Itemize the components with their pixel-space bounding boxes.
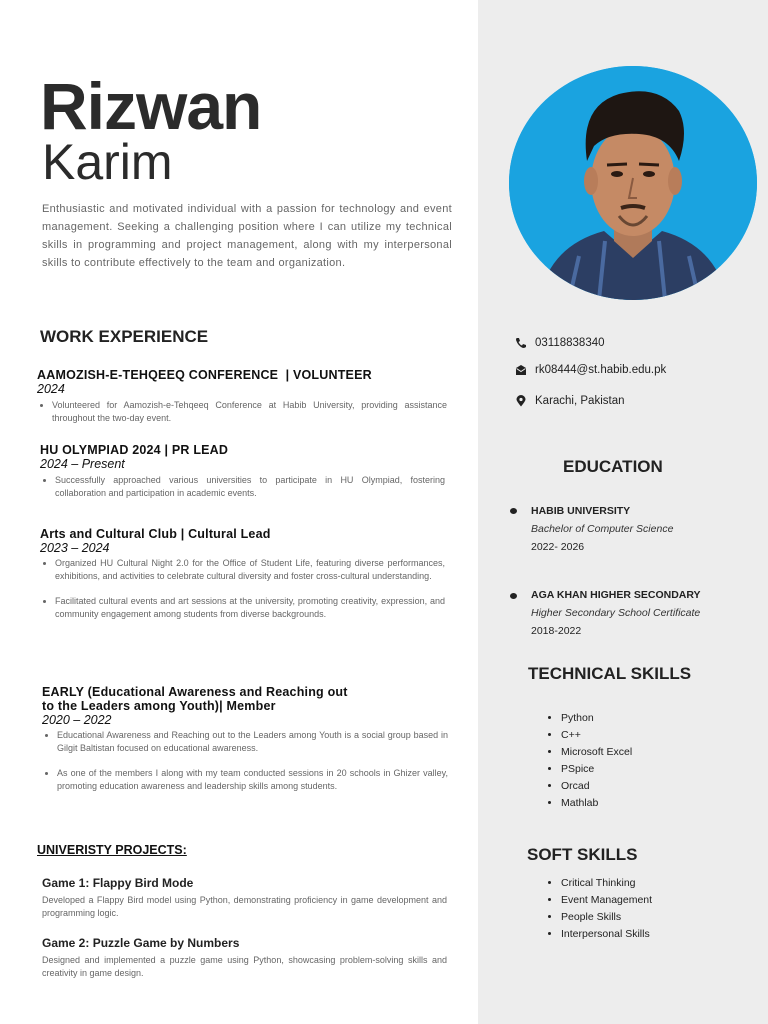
soft-skills-list [547,875,652,943]
work-experience-title: WORK EXPERIENCE [40,327,209,346]
school-name: AGA KHAN HIGHER SECONDARY [531,589,701,601]
job-bullets [42,729,448,793]
job-title: Arts and Cultural Club | Cultural Lead [40,527,271,541]
profile-photo [509,66,757,300]
job-date: 2024 – Present [40,457,125,471]
job-title: AAMOZISH-E-TEHQEEQ CONFERENCE | VOLUNTEER [37,368,372,382]
list-item: • Orcad [561,778,632,795]
job-title-line2: to the Leaders among Youth)| Member [42,699,276,713]
list-item: • Organized HU Cultural Night 2.0 for the Office of Student Life, featuring diverse performances, exhibitions, and activities to celebrate cultural diversity and foster cross-cultural understanding. [55,557,445,583]
technical-skills-title: TECHNICAL SKILLS [528,664,692,683]
bullet-dot [510,593,517,599]
technical-skills-list [547,710,632,812]
education-title: EDUCATION [563,457,663,476]
list-item: • Critical Thinking [561,875,652,892]
list-item: • Mathlab [561,795,632,812]
contact-email[interactable] [515,364,666,376]
years: 2018-2022 [531,625,582,637]
job-item [42,685,448,805]
project-title: Game 2: Puzzle Game by Numbers [42,936,240,950]
project-desc: Developed a Flappy Bird model using Python, demonstrating proficiency in game development and programming logic. [42,895,447,918]
list-item: • PSpice [561,761,632,778]
job-title: HU OLYMPIAD 2024 | PR LEAD [40,443,229,457]
contact-phone[interactable] [515,337,605,349]
first-name: Rizwan [40,69,262,143]
envelope-icon [515,364,527,376]
list-item: • As one of the members I along with my team conducted sessions in 20 schools in Ghizer valley, promoting education awareness and leadership skills among students. [57,767,448,793]
job-bullets [40,474,445,500]
list-item: • C++ [561,727,632,744]
email-text: rk08444@st.habib.edu.pk [535,364,667,376]
map-pin-icon [515,395,527,407]
education-item [531,586,701,640]
bullet-dot [510,508,517,514]
project-item [42,936,447,980]
job-bullets [37,399,447,425]
years: 2022- 2026 [531,541,585,553]
degree: Bachelor of Computer Science [531,523,674,535]
job-date: 2023 – 2024 [40,541,110,555]
projects-title: UNIVERISTY PROJECTS: [37,843,187,857]
project-item [42,876,447,920]
job-item [40,527,445,633]
list-item: • Successfully approached various universities to participate in HU Olympiad, fostering collaboration and participation in academic events. [55,474,445,500]
list-item: • Facilitated cultural events and art sessions at the university, promoting creativity, expression, and community engagement among students from diverse backgrounds. [55,595,445,621]
job-bullets [40,557,445,621]
list-item: • Educational Awareness and Reaching out to the Leaders among Youth is a social group based in Gilgit Baltistan focused on educational awareness. [57,729,448,755]
school-name: HABIB UNIVERSITY [531,505,631,517]
job-date: 2020 – 2022 [42,713,112,727]
soft-skills-title: SOFT SKILLS [527,845,638,864]
summary: Enthusiastic and motivated individual with a passion for technology and event management. Seeking a challenging position where I can utilize my technical skills in programming and project management, along with my interpersonal skills to contribute effectively to the team and organization. [42,203,452,269]
degree: Higher Secondary School Certificate [531,607,701,619]
job-item [40,443,445,512]
project-desc: Designed and implemented a puzzle game using Python, showcasing problem-solving skills and creativity in game design. [42,955,447,978]
list-item: • Interpersonal Skills [561,926,652,943]
phone-text: 03118838340 [535,337,605,349]
location-text: Karachi, Pakistan [535,395,625,407]
list-item: • Python [561,710,632,727]
phone-icon [515,337,527,349]
contact-location [515,395,625,407]
job-title-line1: EARLY (Educational Awareness and Reaching out [42,685,348,699]
education-item [531,502,673,556]
profile-portrait-image [509,66,757,300]
last-name: Karim [42,134,173,190]
list-item: • Microsoft Excel [561,744,632,761]
project-title: Game 1: Flappy Bird Mode [42,876,194,890]
list-item: • Event Management [561,892,652,909]
job-date: 2024 [37,382,65,396]
list-item: • People Skills [561,909,652,926]
job-item [37,368,447,437]
list-item: • Volunteered for Aamozish-e-Tehqeeq Conference at Habib University, providing assistance throughout the two-day event. [52,399,447,425]
